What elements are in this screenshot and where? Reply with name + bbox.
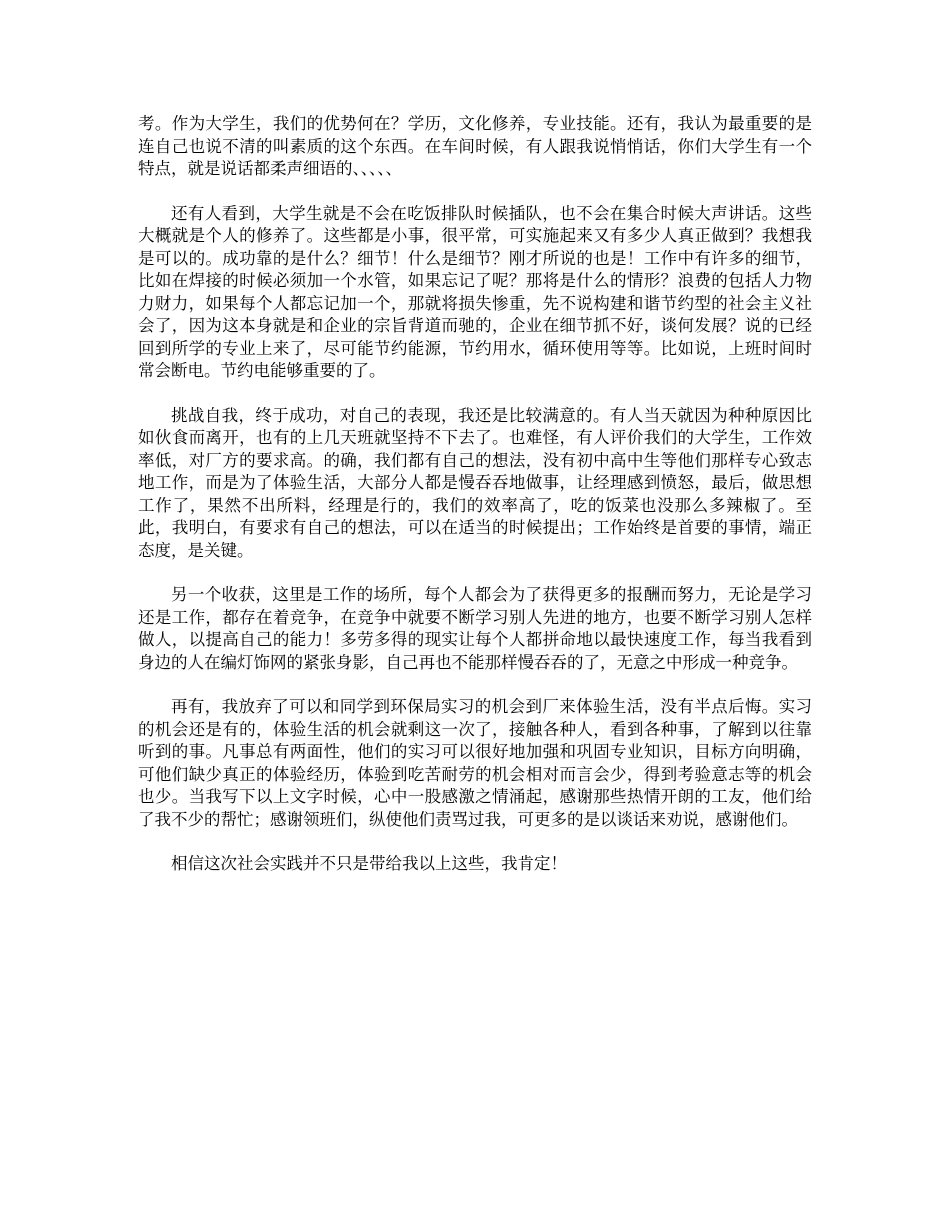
paragraph-3: 挑战自我，终于成功，对自己的表现，我还是比较满意的。有人当天就因为种种原因比如伙食而离开，也有的上几天班就坚持不下去了。也难怪，有人评价我们的大学生，工作效率低，对厂方的要求高。的确，我们都有自己的想法，没有初中高中生等他们那样专心致志地工作，而是为了体验生活，大部分人都是慢吞吞地做事，让经理感到愤怒，最后，做思想工作了，果然不出所料，经理是行的，我们的效率高了，吃的饭菜也没那么多辣椒了。至此，我明白，有要求有自己的想法，可以在适当的时候提出；工作始终是首要的事情，端正态度，是关键。 (138, 405, 812, 560)
document-body (138, 113, 812, 898)
paragraph-5: 再有，我放弃了可以和同学到环保局实习的机会到厂来体验生活，没有半点后悔。实习的机会还是有的，体验生活的机会就剩这一次了，接触各种人，看到各种事，了解到以往靠听到的事。凡事总有两面性，他们的实习可以很好地加强和巩固专业知识，目标方向明确，可他们缺少真正的体验经历，体验到吃苦耐劳的机会相对而言会少，得到考验意志等的机会也少。当我写下以上文字时候，心中一股感激之情涌起，感谢那些热情开朗的工友，他们给了我不少的帮忙；感谢领班们，纵使他们责骂过我，可更多的是以谈话来劝说，感谢他们。 (138, 697, 812, 829)
paragraph-2: 还有人看到，大学生就是不会在吃饭排队时候插队，也不会在集合时候大声讲话。这些大概就是个人的修养了。这些都是小事，很平常，可实施起来又有多少人真正做到？我想我是可以的。成功靠的是什么？细节！什么是细节？刚才所说的也是！工作中有许多的细节，比如在焊接的时候必须加一个水管，如果忘记了呢？那将是什么的情形？浪费的包括人力物力财力，如果每个人都忘记加一个，那就将损失惨重，先不说构建和谐节约型的社会主义社会了，因为这本身就是和企业的宗旨背道而驰的，企业在细节抓不好，谈何发展？说的已经回到所学的专业上来了，尽可能节约能源，节约用水，循环使用等等。比如说，上班时间时常会断电。节约电能够重要的了。 (138, 203, 812, 380)
paragraph-6: 相信这次社会实践并不只是带给我以上这些，我肯定！ (171, 854, 567, 873)
paragraph-1: 考。作为大学生，我们的优势何在？学历，文化修养，专业技能。还有，我认为最重要的是连自己也说不清的叫素质的这个东西。在车间时候，有人跟我说悄悄话，你们大学生有一个特点，就是说话都柔声细语的、、、、、 (138, 114, 812, 178)
paragraph-4: 另一个收获，这里是工作的场所，每个人都会为了获得更多的报酬而努力，无论是学习还是工作，都存在着竞争，在竞争中就要不断学习别人先进的地方，也要不断学习别人怎样做人，以提高自己的能力！多劳多得的现实让每个人都拼命地以最快速度工作，每当我看到身边的人在编灯饰网的紧张身影，自己再也不能那样慢吞吞的了，无意之中形成一种竞争。 (138, 585, 812, 672)
